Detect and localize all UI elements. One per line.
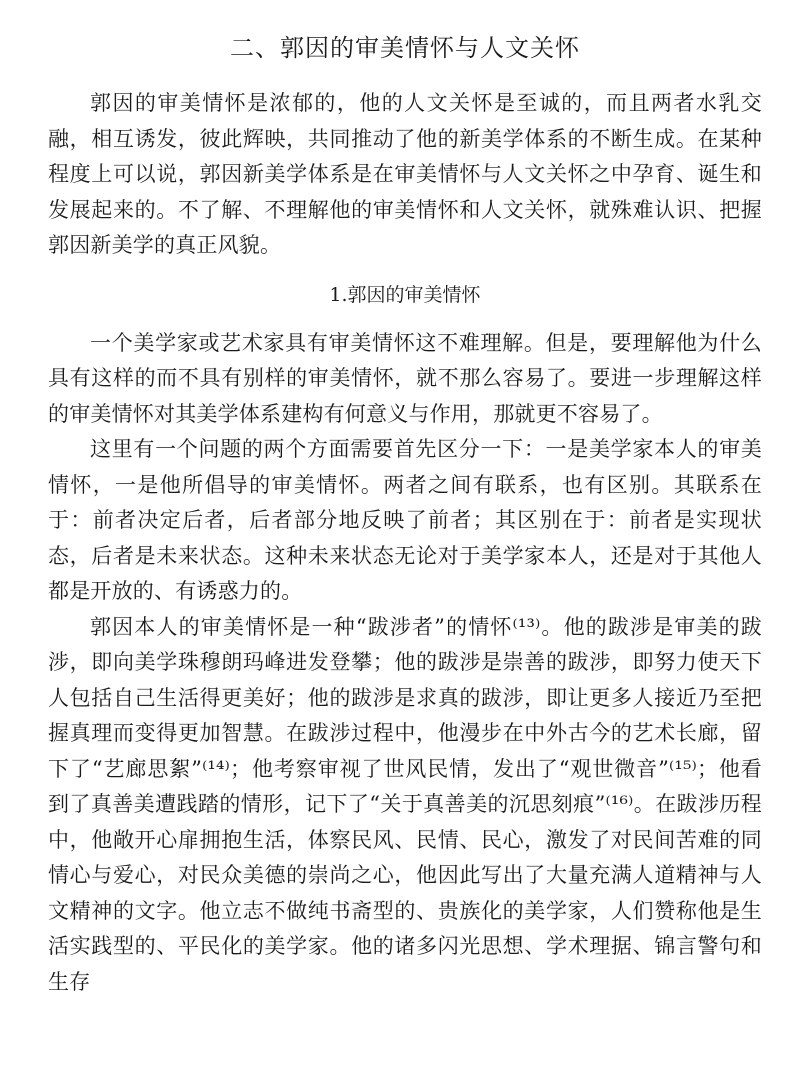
- subsection-title: 1.郭因的审美情怀: [329, 283, 481, 306]
- section-title: 二、郭因的审美情怀与人文关怀: [230, 34, 580, 62]
- document-page: [48, 28, 762, 1000]
- body-paragraph-1: 一个美学家或艺术家具有审美情怀这不难理解。但是，要理解他为什么具有这样的而不具有别样的审美情怀，就不那么容易了。要进一步理解这样的审美情怀对其美学体系建构有何意义与作用，那就更不容易了。: [48, 330, 762, 426]
- body-paragraph-3: 郭因本人的审美情怀是一种“跋涉者”的情怀⁽¹³⁾。他的跋涉是审美的跋涉，即向美学珠穆朗玛峰进发登攀；他的跋涉是崇善的跋涉，即努力使天下人包括自己生活得更美好；他的跋涉是求真的跋涉，即让更多人接近乃至把握真理而变得更加智慧。在跋涉过程中，他漫步在中外古今的艺术长廊，留下了“艺廊思絮”⁽¹⁴⁾；他考察审视了世风民情，发出了“观世微音”⁽¹⁵⁾；他看到了真善美遭践踏的情形，记下了“关于真善美的沉思刻痕”⁽¹⁶⁾。在跋涉历程中，他敞开心扉拥抱生活，体察民风、民情、民心，激发了对民间苦难的同情心与爱心，对民众美德的崇尚之心，他因此写出了大量充满人道精神与人文精神的文字。他立志不做纯书斋型的、贵族化的美学家，人们赞称他是生活实践型的、平民化的美学家。他的诸多闪光思想、学术理据、锦言警句和生存: [48, 614, 762, 994]
- body-paragraph-2: 这里有一个问题的两个方面需要首先区分一下：一是美学家本人的审美情怀，一是他所倡导的审美情怀。两者之间有联系，也有区别。其联系在于：前者决定后者，后者部分地反映了前者；其区别在于：前者是实现状态，后者是未来状态。这种未来状态无论对于美学家本人，还是对于其他人都是开放的、有诱惑力的。: [48, 437, 762, 603]
- intro-paragraph: 郭因的审美情怀是浓郁的，他的人文关怀是至诚的，而且两者水乳交融，相互诱发，彼此辉映，共同推动了他的新美学体系的不断生成。在某种程度上可以说，郭因新美学体系是在审美情怀与人文关怀之中孕育、诞生和发展起来的。不了解、不理解他的审美情怀和人文关怀，就殊难认识、把握郭因新美学的真正风貌。: [48, 91, 762, 257]
